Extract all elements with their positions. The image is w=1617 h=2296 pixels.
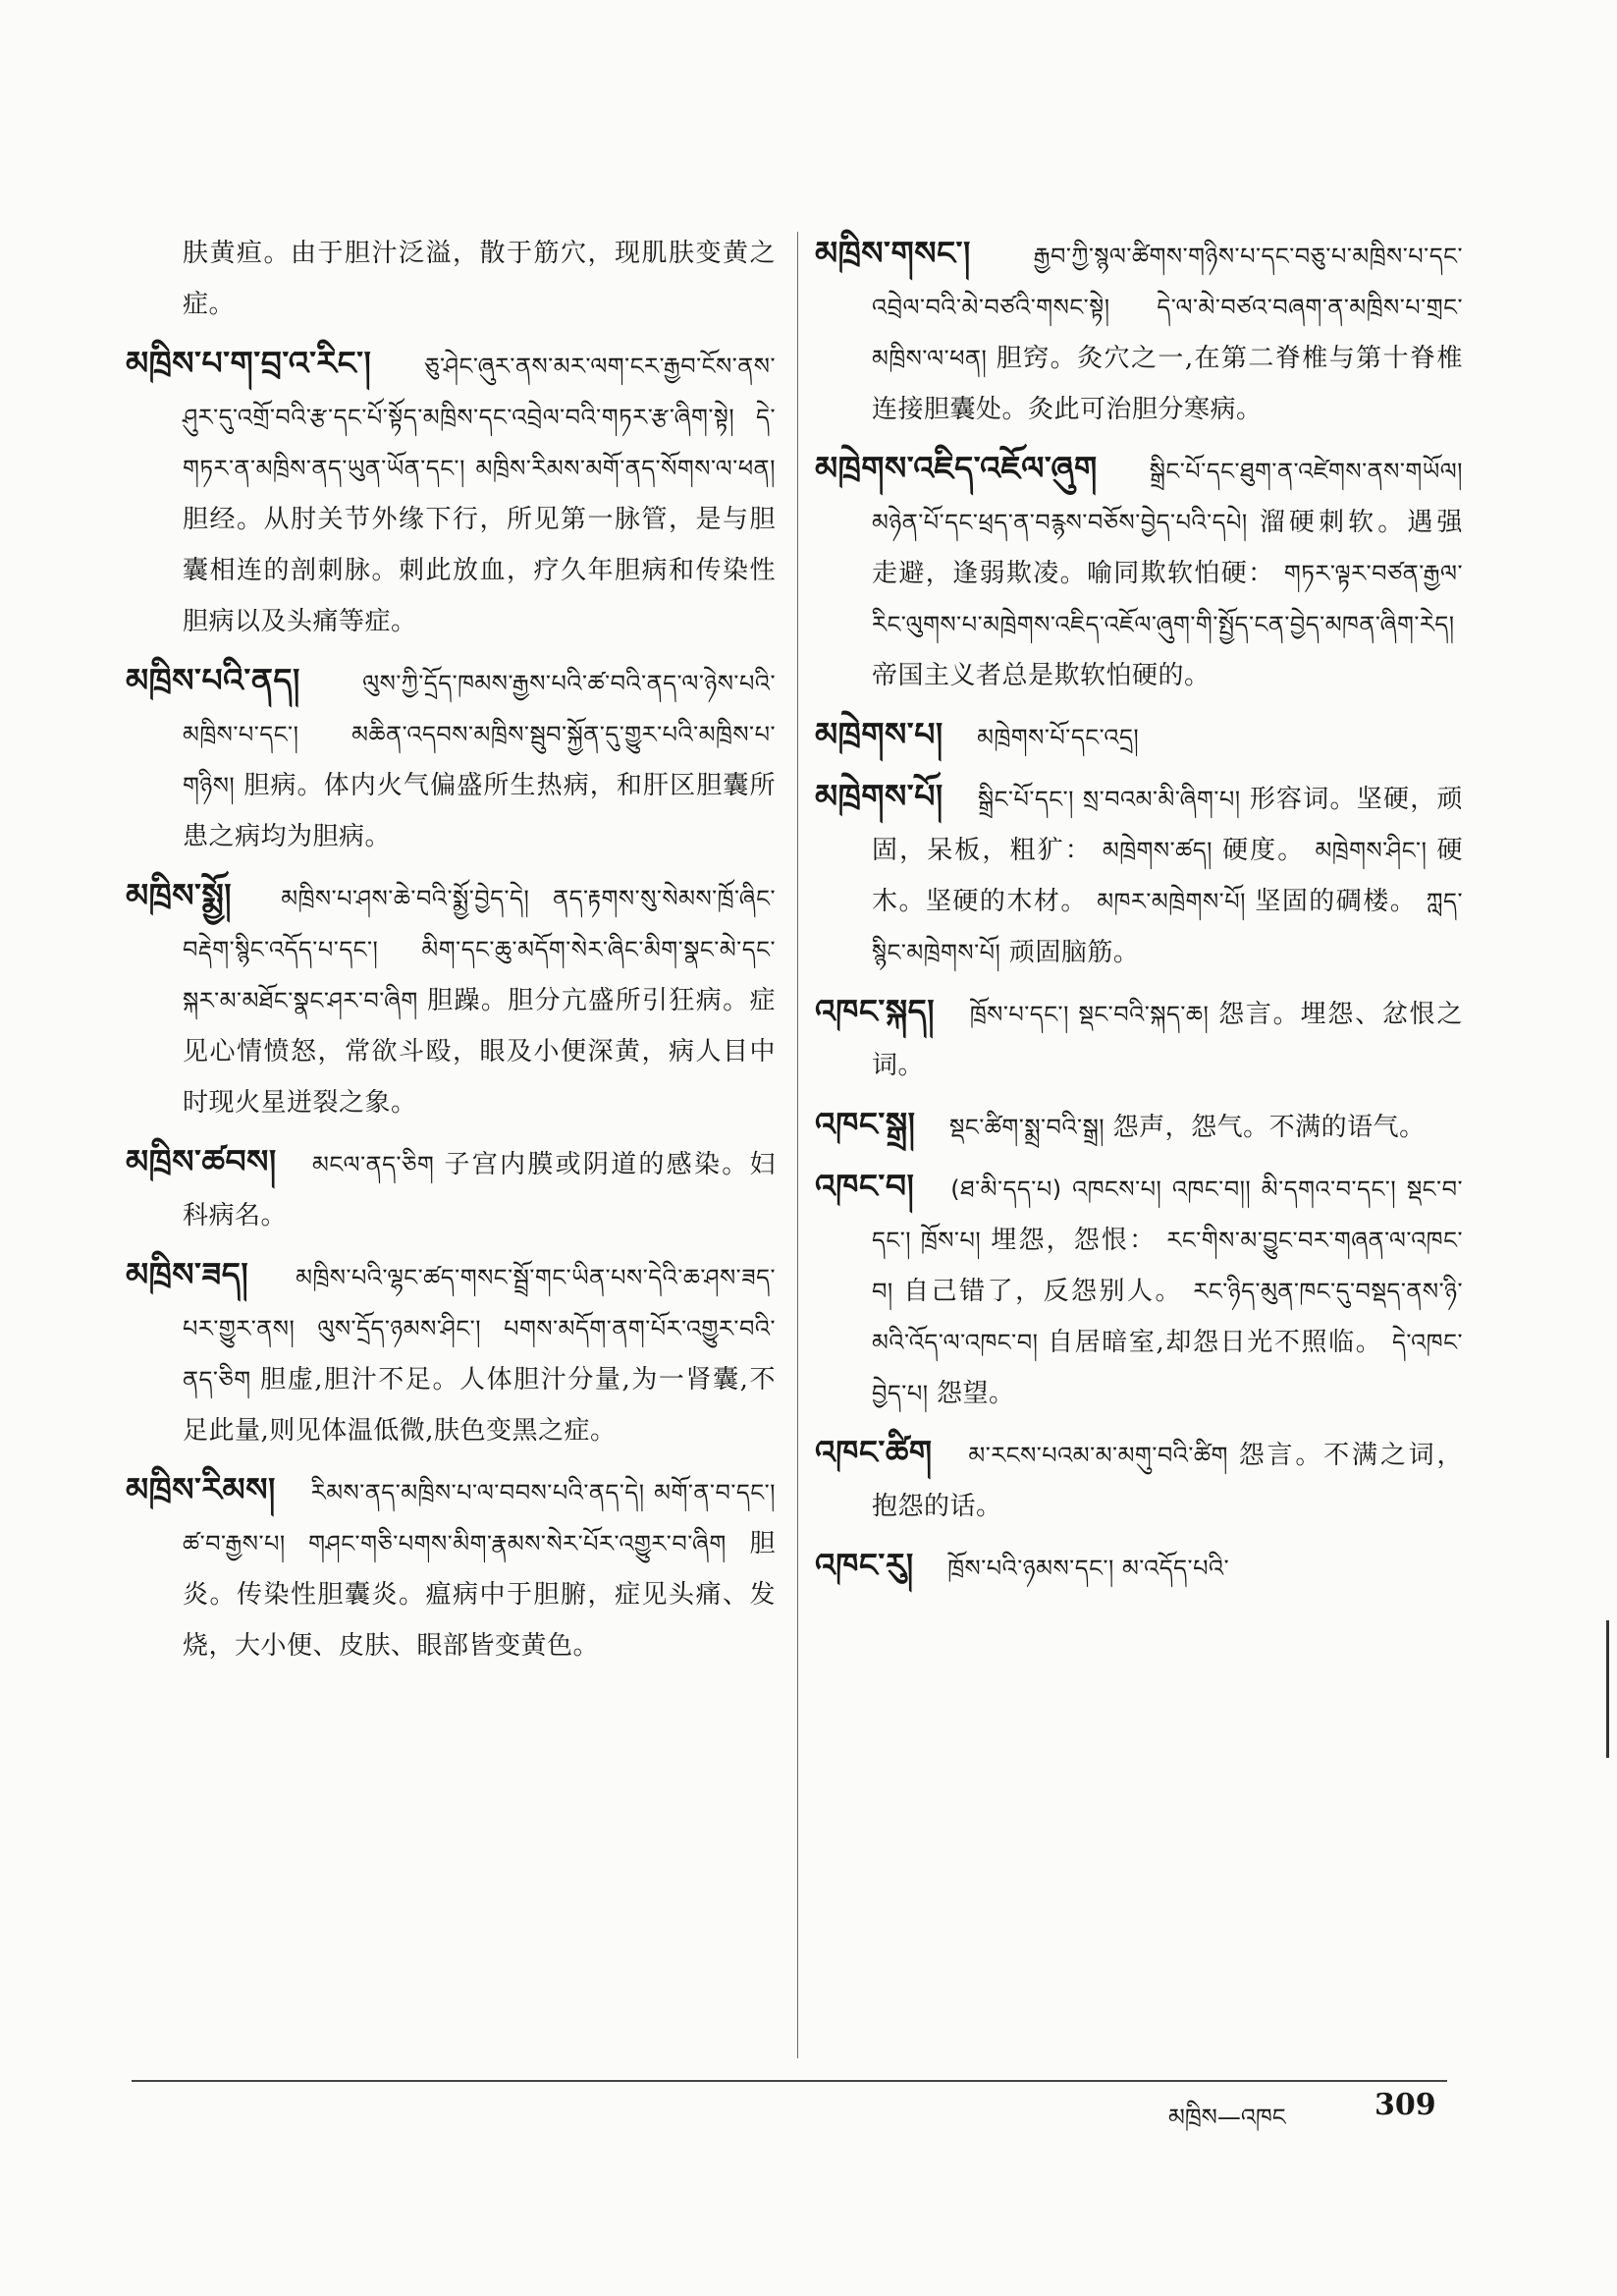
entry-headword: མཁྲེགས་འཇིད་འཇོལ་ཞུག	[815, 449, 1098, 487]
entry-example-chinese: 帝国主义者总是欺软怕硬的。	[872, 661, 1211, 690]
entry-headword: འཁང་སྒྲ།	[815, 1105, 916, 1143]
footer-guide-words: མཁྲིས—འཁང	[1168, 2104, 1286, 2131]
entry-chinese-definition: 子宫内膜或阴道的感染。妇科病名。	[183, 1150, 777, 1230]
footer-rule	[132, 2080, 1447, 2082]
entry-tibetan-definition: རྒྱབ་ཀྱི་སྙལ་ཚིགས་གཉིས་པ་དང་བཅུ་པ་མཁྲིས་པ་དང་འབྲེལ་བའི་མེ་བཙའི་གསང་སྟེ། དེ་ལ་མེ་བཙའ་བཞག་ན་མཁྲིས་པ་གྲང་མཁྲིས་ལ་ཕན།	[872, 243, 1463, 372]
entry-tibetan-definition: ལུས་ཀྱི་དྲོད་ཁམས་རྒྱས་པའི་ཚ་བའི་ནད་ལ་ཉེས་པའི་མཁྲིས་པ་དང་། མཆིན་འདབས་མཁྲིས་སྦུབ་སྐྱོན་དུ་གྱུར་པའི་མཁྲིས་པ་གཉིས།	[183, 670, 776, 799]
dictionary-entry	[126, 870, 776, 1128]
dictionary-entry	[815, 228, 1463, 435]
entry-tibetan-definition: སྡང་ཚིག་སྨྲ་བའི་སྒྲ།	[948, 1114, 1105, 1141]
entry-headword: མཁྲིས་པའི་ནད།	[126, 661, 300, 699]
dictionary-entry	[815, 1540, 1463, 1594]
dictionary-entry	[126, 338, 776, 647]
entry-headword: མཁྲེགས་པ།	[815, 715, 943, 753]
entry-chinese-definition: 胆经。从肘关节外缘下行，所见第一脉管，是与胆囊相连的剖刺脉。刺此放血，疗久年胆病和传染性胆病以及头痛等症。	[183, 505, 776, 636]
entry-headword: མཁྲིས་སྨྱོ།	[126, 876, 233, 914]
entry-chinese-definition: 胆窍。灸穴之一,在第二脊椎与第十脊椎连接胆囊处。灸此可治胆分寒病。	[872, 344, 1463, 424]
entry-example-chinese: 自居暗室,却怨日光不照临。	[1048, 1328, 1383, 1357]
entry-tibetan-definition: མཁྲིས་པའི་ལྷང་ཚད་གསང་སྦྲོ་གང་ཡིན་པས་དེའི་ཆ་ཤས་ཟད་པར་གྱུར་ནས། ལུས་དྲོད་ཉམས་ཤིང་། པགས་མདོག་ནག་པོར་འགྱུར་བའི་ནད་ཅིག	[183, 1264, 776, 1394]
dictionary-entry	[815, 771, 1463, 978]
entry-example-tibetan: མཁྲེགས་ཤིང་།	[1315, 837, 1428, 864]
entry-headword: འཁང་ཚིག	[815, 1433, 933, 1471]
dictionary-entry	[126, 1249, 776, 1456]
entry-tibetan-definition: སྒྲིང་པོ་དང་། སྲ་བའམ་མི་ཞིག་པ།	[977, 786, 1241, 813]
entry-chinese-definition: 胆炎。传染性胆囊炎。瘟病中于胆腑，症见头痛、发烧，大小便、皮肤、眼部皆变黄色。	[183, 1529, 776, 1661]
dictionary-entry	[126, 655, 776, 862]
entry-headword: མཁྲིས་གསང་།	[815, 234, 971, 272]
entry-tibetan-definition: མ་རངས་པའམ་མ་མགུ་བའི་ཚིག	[968, 1442, 1228, 1469]
entry-tibetan-definition: སྒྲིང་པོ་དང་ཐུག་ན་འཛེགས་ནས་གཡོལ། མཉེན་པོ་དང་ཕྲད་ན་བརྙས་བཅོས་བྱེད་པའི་དཔེ།	[872, 458, 1463, 536]
entry-chinese-definition: 溜硬刺软。遇强走避，逢弱欺凌。喻同欺软怕硬：	[872, 508, 1463, 588]
entry-tibetan-definition: མངལ་ནད་ཅིག	[311, 1151, 435, 1178]
entry-headword: འཁང་རུ།	[815, 1546, 914, 1584]
entry-example-tibetan: ཀླད་སྙིང་མཁྲེགས་པོ།	[872, 888, 1463, 966]
entry-example-tibetan: གཏར་ལྟར་བཙན་རྒྱལ་རིང་ལུགས་པ་མཁྲེགས་འཇིད་འཇོལ་ཞུག་གི་སྤྱོད་ངན་བྱེད་མཁན་ཞིག་རེད།	[872, 560, 1463, 638]
dictionary-entry	[815, 1427, 1463, 1532]
page-number: 309	[1374, 2088, 1436, 2122]
entry-tibetan-definition: ཁྲོས་པ་དང་། སྡང་བའི་སྐད་ཆ།	[969, 1001, 1210, 1028]
entry-headword: མཁྲེགས་པོ།	[815, 777, 943, 815]
entry-example-chinese: 自己错了，反怨别人。	[903, 1277, 1183, 1306]
entry-example-chinese: 硬木。坚硬的木材。	[872, 836, 1464, 916]
entry-chinese-definition: 胆躁。胆分亢盛所引狂病。症见心情愤怒，常欲斗殴，眼及小便深黄，病人目中时现火星迸裂之象。	[183, 986, 776, 1118]
entry-example-tibetan: རང་ཉིད་མུན་ཁང་དུ་བསྡད་ནས་ཉི་མའི་འོད་ལ་འཁང་བ།	[872, 1278, 1463, 1356]
dictionary-entry	[815, 709, 1463, 763]
entry-headword: མཁྲིས་ཚབས།	[126, 1142, 277, 1180]
scan-margin-mark	[1606, 1620, 1609, 1758]
entry-tibetan-definition: མཁྲེགས་པོ་དང་འདྲ།	[977, 724, 1140, 751]
entry-chinese-definition: 怨言。埋怨、忿恨之词。	[872, 1000, 1463, 1080]
entry-tibetan-definition: (ཐ་མི་དད་པ) འཁངས་པ། འཁང་བ།། མི་དགའ་བ་དང་། སྡང་བ་དང་། ཁྲོས་པ།	[872, 1175, 1463, 1254]
right-column	[815, 228, 1463, 1602]
dictionary-entry	[815, 1099, 1463, 1153]
entry-example-tibetan: རང་གིས་མ་བྱུང་བར་གཞན་ལ་འཁང་བ།	[872, 1227, 1463, 1305]
entry-chinese-definition: 埋怨，怨恨：	[991, 1226, 1158, 1255]
dictionary-entry	[815, 443, 1463, 701]
dictionary-entry	[815, 1161, 1463, 1419]
entry-example-tibetan: དེ་འཁང་བྱེད་པ།	[872, 1329, 1463, 1407]
entry-chinese-definition: 形容词。坚硬，顽固，呆板，粗犷：	[872, 785, 1463, 865]
entry-chinese-definition: 怨声，怨气。不满的语气。	[1112, 1113, 1426, 1142]
dictionary-entry	[815, 986, 1463, 1091]
column-divider	[797, 232, 798, 2058]
entry-example-chinese: 坚固的碉楼。	[1255, 887, 1418, 916]
entry-headword: འཁང་སྐད།	[815, 992, 936, 1030]
entry-chinese-definition: 胆病。体内火气偏盛所生热病，和肝区胆囊所患之病均为胆病。	[183, 771, 776, 851]
entry-headword: མཁྲིས་ཟད།	[126, 1255, 249, 1293]
entry-tibetan-definition: ཁྲོས་པའི་ཉམས་དང་། མ་འདོད་པའི་	[947, 1555, 1230, 1582]
entry-headword: འཁང་བ།	[815, 1167, 915, 1205]
entry-chinese-definition: 胆虚,胆汁不足。人体胆汁分量,为一肾囊,不足此量,则见体温低微,肤色变黑之症。	[183, 1365, 776, 1446]
entry-example-chinese: 硬度。	[1222, 836, 1306, 865]
entry-example-chinese: 顽固脑筋。	[1008, 938, 1140, 967]
entry-example-chinese: 怨望。	[937, 1379, 1015, 1408]
entry-tibetan-definition: རིམས་ནད་མཁྲིས་པ་ལ་བབས་པའི་ནད་དེ། མགོ་ན་བ་དང་། ཚ་བ་རྒྱས་པ། གཤང་གཅི་པགས་མིག་རྣམས་སེར་པོར་འགྱུར་བ་ཞིག	[183, 1479, 777, 1558]
entry-headword: མཁྲིས་རིམས།	[126, 1470, 276, 1508]
entry-chinese-definition: 怨言。不满之词，抱怨的话。	[872, 1441, 1463, 1521]
entry-headword: མཁྲིས་པ་ག་བྲ་འ་རིང་།	[126, 344, 372, 382]
entry-example-tibetan: མཁྲེགས་ཚད།	[1102, 837, 1213, 864]
entry-tibetan-definition: མཁྲིས་པ་ཤས་ཆེ་བའི་སྨྱོ་བྱེད་དེ། ནད་རྟགས་སུ་སེམས་ཁྲོ་ཞིང་བརྡེག་སྙིང་འདོད་པ་དང་། མིག་དང་ཆུ་མདོག་སེར་ཞིང་མིག་སྣང་མེ་དང་སྐར་མ་མཐོང་སྣང་ཤར་བ་ཞིག	[183, 885, 776, 1014]
dictionary-entry	[126, 1136, 776, 1241]
entry-tibetan-definition: ཅུ་ཤེང་ཞུར་ནས་མར་ལག་ངར་རྒྱབ་ངོས་ནས་ཤུར་དུ་འགྲོ་བའི་རྩ་དང་པོ་སྟོད་མཁྲིས་དང་འབྲེལ་བའི་གཏར་རྩ་ཞིག་སྟེ། དེ་གཏར་ན་མཁྲིས་ནད་ཡུན་ཡོན་དང་། མཁྲིས་རིམས་མགོ་ནད་སོགས་ལ་ཕན།	[183, 353, 776, 482]
dictionary-entry	[126, 1464, 776, 1671]
left-column	[126, 228, 776, 1679]
continuation-text: 肤黄疸。由于胆汁泛溢，散于筋穴，现肌肤变黄之症。	[183, 239, 776, 319]
entry-example-tibetan: མཁར་མཁྲེགས་པོ།	[1097, 888, 1246, 915]
